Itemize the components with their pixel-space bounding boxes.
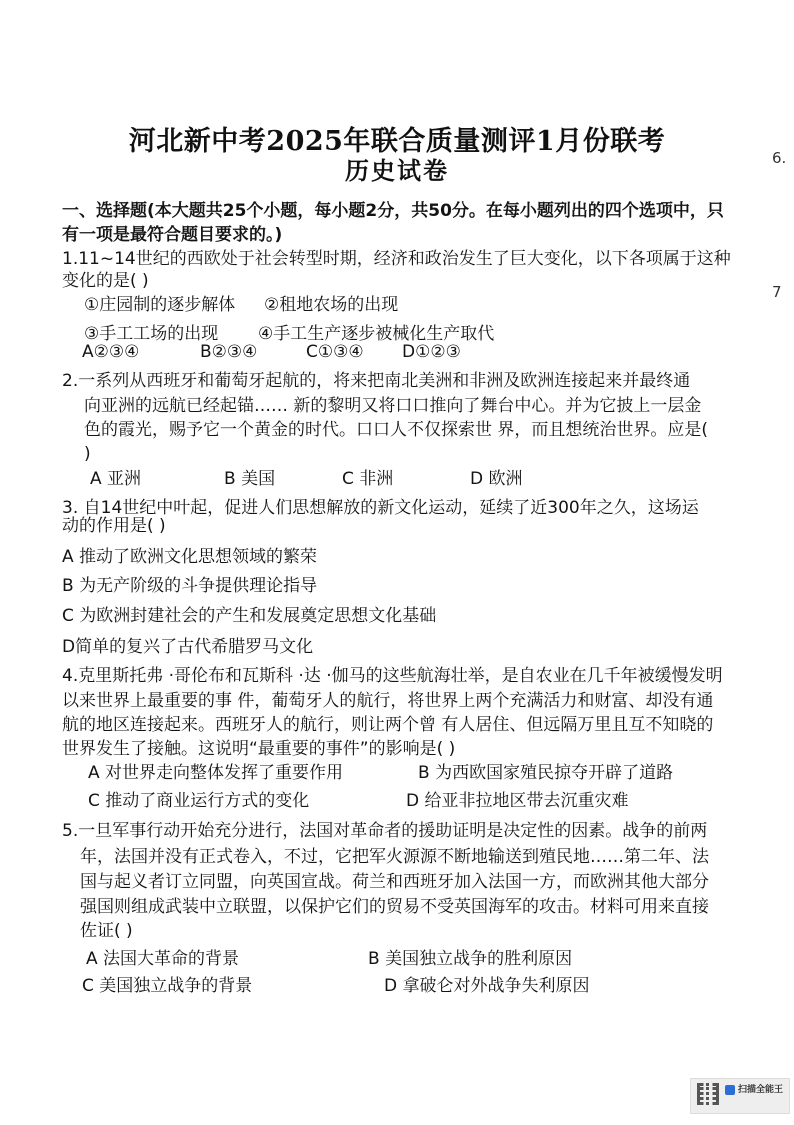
question-stem: 5.一旦军事行动开始充分进行，法国对革命者的援助证明是决定性的因素。战争的前两 [62, 821, 708, 841]
question-stem: 佐证( ) [80, 921, 133, 941]
answer-option-b: B 美国 [224, 469, 276, 489]
question-stem: 向亚洲的远航已经起锚…… 新的黎明又将口口推向了舞台中心。并为它披上一层金 [84, 396, 702, 416]
answer-option-d: D①②③ [402, 342, 461, 362]
answer-option-a: A 亚洲 [90, 469, 142, 489]
question-stem: ) [84, 444, 91, 464]
question-stem: 1.11~14世纪的西欧处于社会转型时期，经济和政治发生了巨大变化，以下各项属于这种 [62, 249, 731, 269]
exam-title: 河北新中考2025年联合质量测评1月份联考 [128, 126, 666, 157]
question-item: ①庄园制的逐步解体 [84, 295, 236, 315]
question-stem: 色的霞光，赐予它一个黄金的时代。口口人不仅探索世 界，而且想统治世界。应是( [84, 420, 709, 440]
answer-option-c: C 美国独立战争的背景 [82, 976, 253, 996]
answer-option-d: D简单的复兴了古代希腊罗马文化 [62, 637, 314, 657]
answer-option-a: A 对世界走向整体发挥了重要作用 [88, 763, 344, 783]
question-stem: 动的作用是( ) [62, 516, 166, 536]
answer-option-d: D 给亚非拉地区带去沉重灾难 [406, 791, 629, 811]
question-stem: 3. 自14世纪中叶起，促进人们思想解放的新文化运动，延续了近300年之久，这场运 [62, 498, 699, 518]
answer-option-c: C①③④ [306, 342, 364, 362]
margin-number: 6. [772, 149, 787, 167]
question-stem: 年，法国并没有正式卷入，不过，它把军火源源不断地输送到殖民地……第二年、法 [80, 847, 709, 867]
answer-option-b: B 为无产阶级的斗争提供理论指导 [62, 576, 318, 596]
answer-option-a: A 法国大革命的背景 [86, 949, 240, 969]
question-stem: 2.一系列从西班牙和葡萄牙起航的，将来把南北美洲和非洲及欧洲连接起来并最终通 [62, 371, 691, 391]
section-heading: 一、选择题(本大题共25个小题，每小题2分，共50分。在每小题列出的四个选项中，只 [62, 201, 724, 221]
question-stem: 强国则组成武装中立联盟，以保护它们的贸易不受英国海军的攻击。材料可用来直接 [80, 897, 709, 917]
answer-option-b: B 美国独立战争的胜利原因 [368, 949, 573, 969]
question-stem: 航的地区连接起来。西班牙人的航行，则让两个曾 有人居住、但远隔万里且互不知晓的 [62, 715, 714, 735]
exam-subtitle: 历史试卷 [345, 156, 449, 185]
answer-option-a: A②③④ [82, 342, 140, 362]
answer-option-b: B 为西欧国家殖民掠夺开辟了道路 [418, 763, 674, 783]
question-item: ②租地农场的出现 [264, 295, 399, 315]
question-stem: 世界发生了接触。这说明“最重要的事件”的影响是( ) [62, 739, 456, 759]
scanner-watermark [690, 1078, 790, 1114]
scanner-brand: 扫描全能王 [738, 1085, 784, 1095]
answer-option-c: C 为欧洲封建社会的产生和发展奠定思想文化基础 [62, 606, 437, 626]
margin-number: 7 [772, 283, 782, 301]
section-heading: 有一项是最符合题目要求的。) [62, 225, 283, 245]
question-stem: 以来世界上最重要的事 件，葡萄牙人的航行，将世界上两个充满活力和财富、却没有通 [62, 691, 714, 711]
answer-option-c: C 推动了商业运行方式的变化 [88, 791, 310, 811]
scanner-logo-icon [725, 1085, 735, 1095]
answer-option-c: C 非洲 [342, 469, 394, 489]
question-item: ④手工生产逐步被械化生产取代 [258, 324, 495, 344]
question-stem: 4.克里斯托弗 ·哥伦布和瓦斯科 ·达 ·伽马的这些航海壮举，是自农业在几千年被缓慢发明 [62, 666, 723, 686]
answer-option-a: A 推动了欧洲文化思想领域的繁荣 [62, 547, 318, 567]
question-stem: 国与起义者订立同盟，向英国宣战。荷兰和西班牙加入法国一方，而欧洲其他大部分 [80, 872, 709, 892]
answer-option-b: B②③④ [200, 342, 258, 362]
answer-option-d: D 欧洲 [470, 469, 523, 489]
question-stem: 变化的是( ) [62, 271, 149, 291]
question-item: ③手工工场的出现 [84, 324, 219, 344]
answer-option-d: D 拿破仑对外战争失利原因 [384, 976, 590, 996]
qr-code-icon [697, 1083, 719, 1105]
